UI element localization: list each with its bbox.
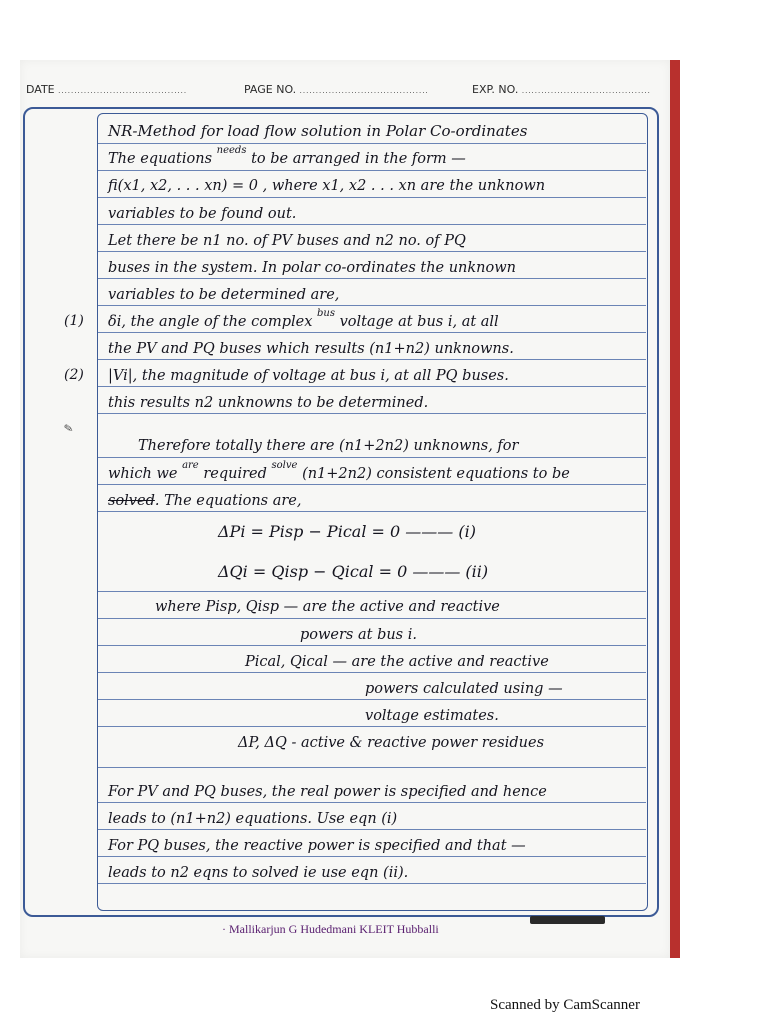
ruled-line	[98, 699, 646, 700]
page-no-label: PAGE NO.	[244, 83, 297, 96]
struck-out-word: solved	[108, 493, 155, 509]
ruled-line	[98, 511, 646, 512]
ruled-line	[98, 359, 646, 360]
ruled-line	[98, 305, 646, 306]
note-insertion: needs	[216, 145, 247, 156]
note-line-11: this results n2 unknowns to be determined.	[108, 395, 429, 411]
note-text: . The equations are,	[154, 493, 302, 509]
page-no-dots: ........................................	[299, 87, 429, 95]
ruled-line	[98, 457, 646, 458]
ruled-line	[98, 883, 646, 884]
note-line-20: powers calculated using —	[365, 681, 563, 697]
page-header	[26, 83, 666, 103]
ruled-line	[98, 197, 646, 198]
note-line-9: the PV and PQ buses which results (n1+n2) unknowns.	[108, 341, 514, 357]
note-line-3: fi(x1, x2, . . . xn) = 0 , where x1, x2 . . . xn are the unknown	[108, 178, 546, 194]
note-line-17: where Pisp, Qisp — are the active and reactive	[155, 599, 500, 615]
ruled-line	[98, 170, 646, 171]
note-text: δi, the angle of the complex	[108, 314, 313, 330]
ruled-line	[98, 484, 646, 485]
exp-no-dots: ........................................	[521, 87, 651, 95]
item-1-label: (1)	[64, 313, 84, 329]
note-text: The equations	[108, 151, 213, 167]
date-dots: ........................................	[58, 87, 188, 95]
note-line-21: voltage estimates.	[365, 708, 499, 724]
note-line-10: |Vi|, the magnitude of voltage at bus i, at all PQ buses.	[108, 368, 509, 384]
ruled-line	[98, 224, 646, 225]
note-line-5: Let there be n1 no. of PV buses and n2 no. of PQ	[108, 233, 466, 249]
note-line-4: variables to be found out.	[108, 206, 297, 222]
ruled-line	[98, 726, 646, 727]
notebook-page	[20, 60, 670, 958]
ruled-line	[98, 802, 646, 803]
note-line-25: For PQ buses, the reactive power is specified and that —	[108, 838, 526, 854]
ruled-line	[98, 591, 646, 592]
note-line-13	[108, 460, 570, 485]
note-text: to be arranged in the form —	[251, 151, 466, 167]
equation-ii: ΔQi = Qisp − Qical = 0 ——— (ii)	[218, 562, 489, 581]
ruled-line	[98, 618, 646, 619]
author-credit: · Mallikarjun G Hudedmani KLEIT Hubballi	[222, 922, 439, 936]
note-line-18: powers at bus i.	[300, 627, 417, 643]
note-insertion: are	[182, 460, 199, 471]
exp-no-label: EXP. NO.	[472, 83, 519, 96]
note-insertion: solve	[271, 460, 298, 471]
ruled-line	[98, 413, 646, 414]
page-no-field	[244, 83, 429, 96]
note-line-22: ΔP, ΔQ - active & reactive power residues	[238, 735, 545, 751]
ruled-line	[98, 672, 646, 673]
redaction-stamp	[530, 916, 605, 924]
note-line-26: leads to n2 eqns to solved ie use eqn (ii).	[108, 865, 409, 881]
note-line-19: Pical, Qical — are the active and reactive	[245, 654, 549, 670]
ruled-line	[98, 856, 646, 857]
note-text: (n1+2n2) consistent equations to be	[302, 466, 570, 482]
note-text: required	[203, 466, 267, 482]
note-line-12: Therefore totally there are (n1+2n2) unknowns, for	[138, 438, 519, 454]
ruled-line	[98, 143, 646, 144]
ruled-line	[98, 332, 646, 333]
note-line-14	[108, 492, 302, 510]
date-field	[26, 83, 187, 96]
equation-i: ΔPi = Pisp − Pical = 0 ——— (i)	[218, 522, 476, 541]
note-line-24: leads to (n1+n2) equations. Use eqn (i)	[108, 811, 398, 827]
note-insertion: bus	[316, 308, 335, 319]
note-line-2	[108, 145, 466, 170]
note-line-8	[108, 308, 499, 333]
note-text: voltage at bus i, at all	[339, 314, 499, 330]
date-label: DATE	[26, 83, 55, 96]
item-2-label: (2)	[64, 367, 84, 383]
exp-no-field	[472, 83, 651, 96]
divider-line	[98, 767, 646, 768]
note-title: NR-Method for load flow solution in Polar Co-ordinates	[108, 122, 528, 140]
ruled-line	[98, 251, 646, 252]
note-line-23: For PV and PQ buses, the real power is specified and hence	[108, 784, 547, 800]
note-text: which we	[108, 466, 178, 482]
ruled-line	[98, 278, 646, 279]
ruled-line	[98, 645, 646, 646]
margin-scribble: ✎	[62, 421, 75, 436]
note-line-7: variables to be determined are,	[108, 287, 340, 303]
ruled-line	[98, 829, 646, 830]
scanner-watermark: Scanned by CamScanner	[490, 997, 640, 1013]
ruled-line	[98, 386, 646, 387]
note-line-6: buses in the system. In polar co-ordinates the unknown	[108, 260, 517, 276]
